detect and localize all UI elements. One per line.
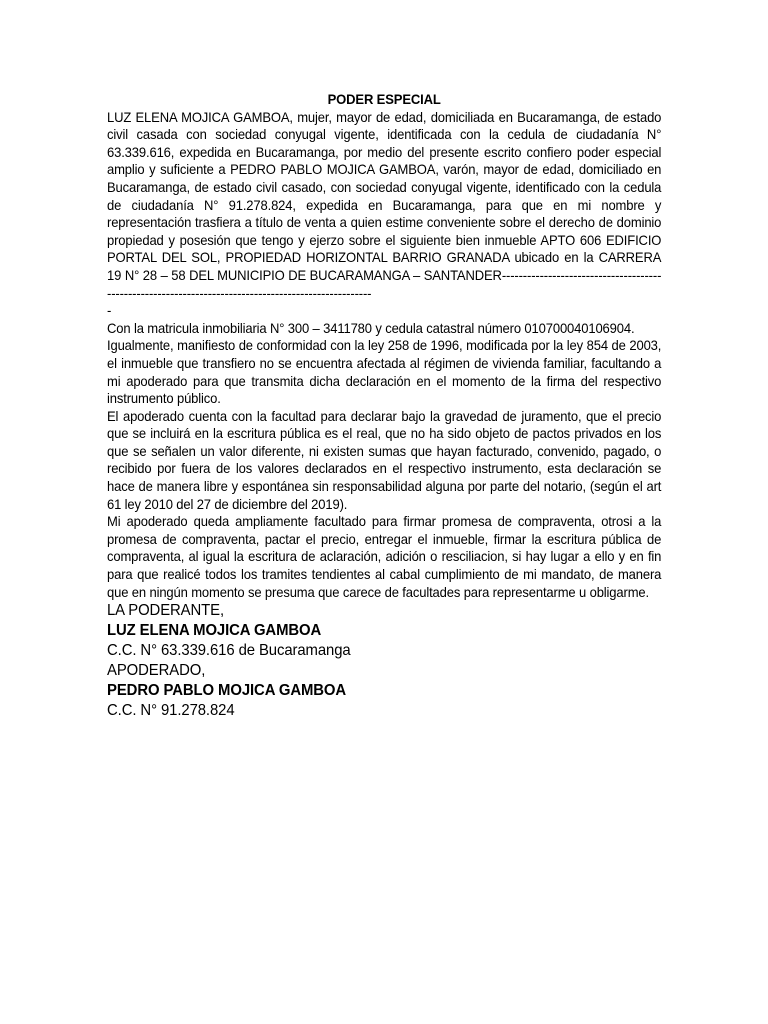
dash-filler: ----------------------------------------------------------------------------------------------------- <box>107 266 662 301</box>
grantor-id: C.C. N° 63.339.616 de Bucaramanga <box>107 642 351 660</box>
paragraph-sworn-price: El apoderado cuenta con la facultad para declarar bajo la gravedad de juramento, que el precio que se incluirá en la escritura pública es el real, que no ha sido objeto de pactos privados en los que se señalen un valor diferente, ni existen sumas que hayan facturado, convenido, pagado, o recibido por fuera de los valores declarados en el respectivo instrumento, esta declaración se hace de manera libre y espontánea sin responsabilidad alguna por parte del notario, (según el art 61 ley 2010 del 27 de diciembre del 2019). <box>107 407 662 512</box>
grantor-name: LUZ ELENA MOJICA GAMBOA <box>107 622 322 640</box>
paragraph-dash-tail: - <box>107 302 112 319</box>
paragraph-powers: Mi apoderado queda ampliamente facultado para firmar promesa de compraventa, otrosi a la promesa de compraventa, pactar el precio, entregar el inmueble, firmar la escritura pública de compraventa, al igual la escritura de aclaración, adición o resciliacion, si hay lugar a ello y en fin para que realicé todos los tramites tendientes al cabal cumplimiento de mi mandato, de manera que en ningún momento se presuma que carece de facultades para representarme u obligarme. <box>107 513 662 600</box>
document-page <box>107 91 661 721</box>
signature-section <box>107 601 661 721</box>
document-title: PODER ESPECIAL <box>327 91 441 107</box>
paragraph-grant-of-power: LUZ ELENA MOJICA GAMBOA, mujer, mayor de edad, domiciliada en Bucaramanga, de estado civil casada con sociedad conyugal vigente, identificada con la cedula de ciudadanía N° 63.339.616, expedida en Bucaramanga, por medio del presente escrito confiero poder especial amplio y suficiente a PEDRO PABLO MOJICA GAMBOA, varón, mayor de edad, domiciliado en Bucaramanga, de estado civil casado, con sociedad conyugal vigente, identificado con la cedula de ciudadanía N° 91.278.824, expedida en Bucaramanga, para que en mi nombre y representación trasfiera a título de venta a quien estime conveniente sobre el derecho de dominio propiedad y posesión que tengo y ejerzo sobre el siguiente bien inmueble APTO 606 EDIFICIO PORTAL DEL SOL, PROPIEDAD HORIZONTAL BARRIO GRANADA ubicado en la CARRERA 19 N° 28 – 58 DEL MUNICIPIO DE BUCARAMANGA – SANTANDER----------------------------------------------------------------------------------------------------- <box>107 108 662 301</box>
paragraph-family-housing: Igualmente, manifiesto de conformidad con la ley 258 de 1996, modificada por la ley 854 de 2003, el inmueble que transfiero no se encuentra afectada al régimen de vivienda familiar, facultando a mi apoderado para que transmita dicha declaración en el momento de la firma del respectivo instrumento público. <box>107 337 662 407</box>
attorney-name: PEDRO PABLO MOJICA GAMBOA <box>107 682 347 700</box>
paragraph-registration: Con la matricula inmobiliaria N° 300 – 3411780 y cedula catastral número 010700040106904. <box>107 319 635 336</box>
attorney-label: APODERADO, <box>107 662 206 680</box>
grantor-label: LA PODERANTE, <box>107 602 225 620</box>
attorney-id: C.C. N° 91.278.824 <box>107 702 235 720</box>
